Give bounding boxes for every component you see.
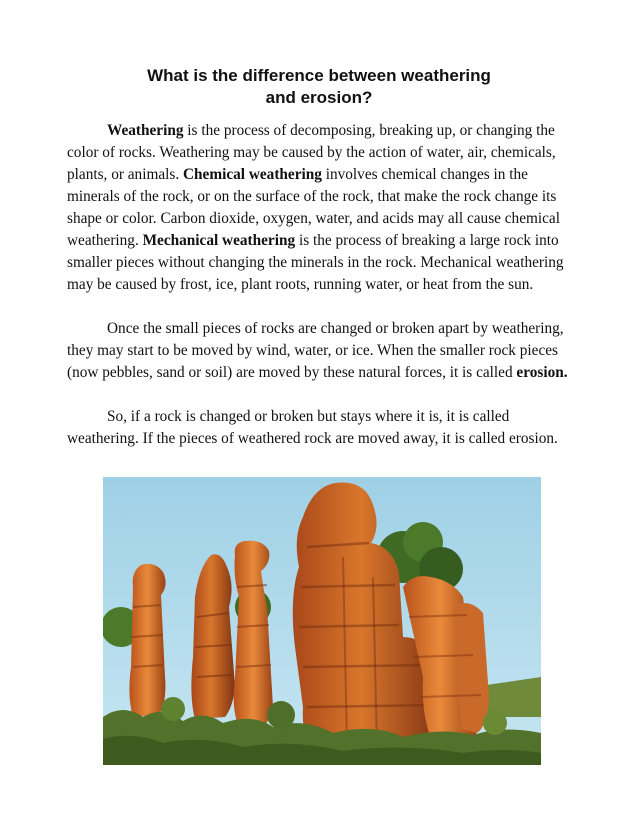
paragraph1-text-a: is the process of decomposing, breaking up, or changing the color of rocks. Weathering may be caused by the action of water, air, chemicals, plants, or animals. bbox=[67, 122, 556, 183]
paragraph-weathering-definition bbox=[67, 120, 575, 296]
rock-formation-photo bbox=[103, 477, 541, 765]
article-body bbox=[67, 120, 575, 472]
paragraph2-text-a: Once the small pieces of rocks are changed or broken apart by weathering, they may start to be moved by wind, water, or ice. When the smaller rock pieces (now pebbles, sand or soil) are moved by these natural forces, it is called bbox=[67, 320, 564, 381]
paragraph1-text-c: is the process of breaking a large rock into smaller pieces without changing the minerals in the rock. Mechanical weathering may be caused by frost, ice, plant roots, running water, or heat from the sun. bbox=[67, 232, 564, 293]
page-title bbox=[0, 65, 638, 109]
rock-pillar-1 bbox=[129, 564, 165, 717]
paragraph-summary bbox=[67, 406, 575, 450]
title-line-1: What is the difference between weathering bbox=[147, 66, 491, 85]
paragraph-erosion-definition bbox=[67, 318, 575, 384]
rock-pillars-illustration bbox=[103, 477, 541, 765]
title-line-2: and erosion? bbox=[265, 88, 373, 107]
term-mechanical-weathering: Mechanical weathering bbox=[142, 232, 296, 249]
paragraph3-text: So, if a rock is changed or broken but stays where it is, it is called weathering. If the pieces of weathered rock are moved away, it is called erosion. bbox=[67, 408, 558, 447]
term-chemical-weathering: Chemical weathering bbox=[182, 166, 322, 183]
term-erosion: erosion. bbox=[516, 364, 568, 381]
paragraph1-text-b: involves chemical changes in the minerals of the rock, or on the surface of the rock, that make the rock change its shape or color. Carbon dioxide, oxygen, water, and acids may all cause chemical weathering. bbox=[67, 166, 560, 249]
term-weathering: Weathering bbox=[107, 122, 184, 139]
